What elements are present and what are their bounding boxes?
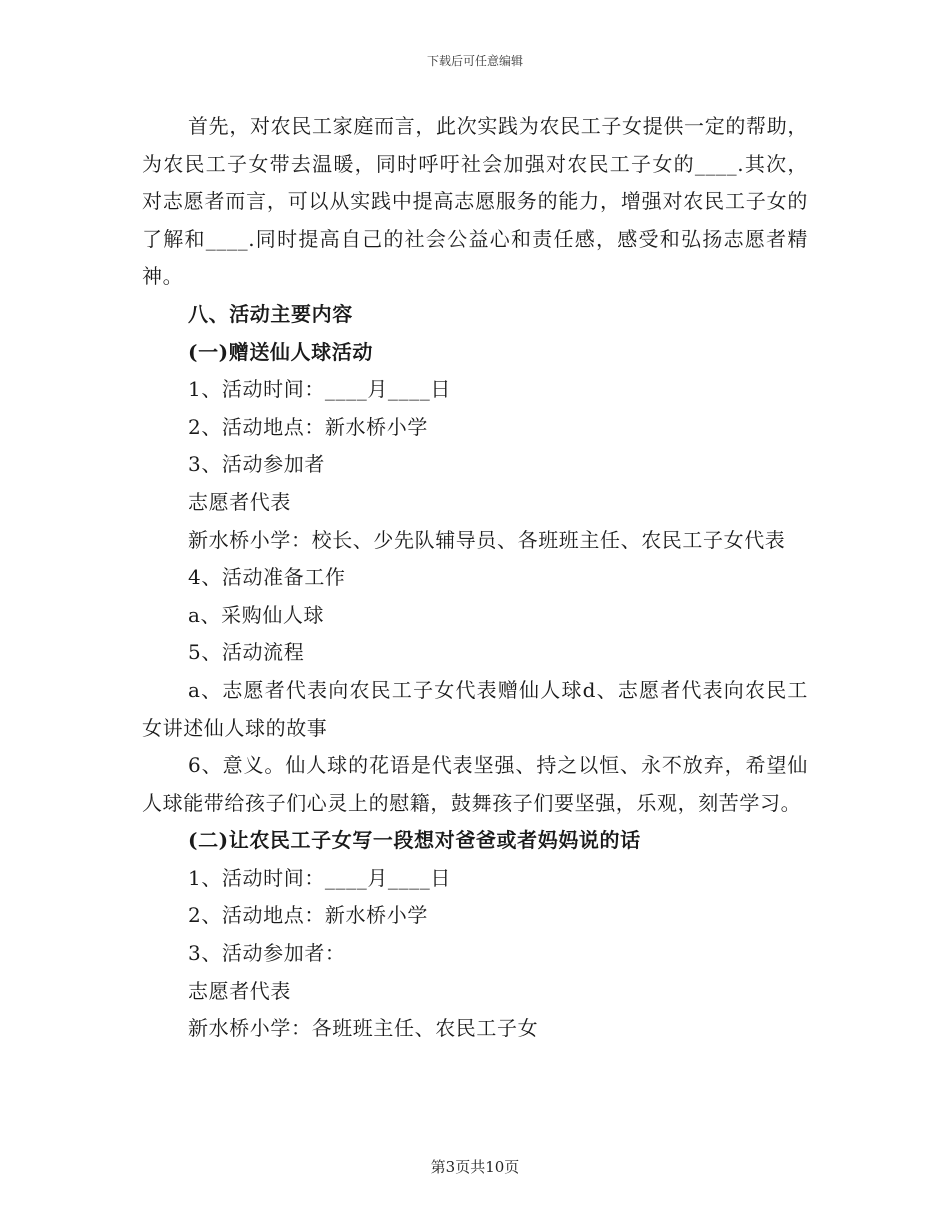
page-footer: 第3页共10页 xyxy=(430,1158,520,1176)
activity-meaning: 6、意义。仙人球的花语是代表坚强、持之以恒、永不放弃，希望仙人球能带给孩子们心灵上的慰籍，鼓舞孩子们要坚强，乐观，刻苦学习。 xyxy=(142,753,808,815)
intro-paragraph: 首先，对农民工家庭而言，此次实践为农民工子女提供一定的帮助，为农民工子女带去温暖，同时呼吁社会加强对农民工子女的____.其次，对志愿者而言，可以从实践中提高志愿服务的能力，增强对农民工子女的了解和____.同时提高自己的社会公益心和责任感，感受和弘扬志愿者精神。 xyxy=(142,114,808,289)
activity-participants-2: 3、活动参加者： xyxy=(188,941,346,966)
activity-process: 5、活动流程 xyxy=(188,640,305,665)
activity-preparation: 4、活动准备工作 xyxy=(188,565,346,590)
activity-time-2: 1、活动时间：____月____日 xyxy=(188,865,451,890)
page-header: 下载后可任意编辑 xyxy=(426,54,523,68)
activity-location-2: 2、活动地点：新水桥小学 xyxy=(188,903,428,928)
preparation-item-a: a、采购仙人球 xyxy=(188,602,325,627)
document-body xyxy=(142,108,808,1048)
subsection-heading-2: (二)让农民工子女写一段想对爸爸或者妈妈说的话 xyxy=(188,828,641,853)
activity-time-1: 1、活动时间：____月____日 xyxy=(188,377,451,402)
activity-participants-1: 3、活动参加者 xyxy=(188,452,325,477)
participant-school-1: 新水桥小学：校长、少先队辅导员、各班班主任、农民工子女代表 xyxy=(188,527,786,552)
participant-volunteers-2: 志愿者代表 xyxy=(188,978,291,1003)
subsection-heading-1: (一)赠送仙人球活动 xyxy=(188,339,373,364)
participant-volunteers-1: 志愿者代表 xyxy=(188,489,291,514)
section-heading-8: 八、活动主要内容 xyxy=(188,301,353,326)
participant-school-2: 新水桥小学：各班班主任、农民工子女 xyxy=(188,1016,539,1041)
process-item-a: a、志愿者代表向农民工子女代表赠仙人球d、志愿者代表向农民工女讲述仙人球的故事 xyxy=(142,677,808,740)
activity-location-1: 2、活动地点：新水桥小学 xyxy=(188,414,428,439)
